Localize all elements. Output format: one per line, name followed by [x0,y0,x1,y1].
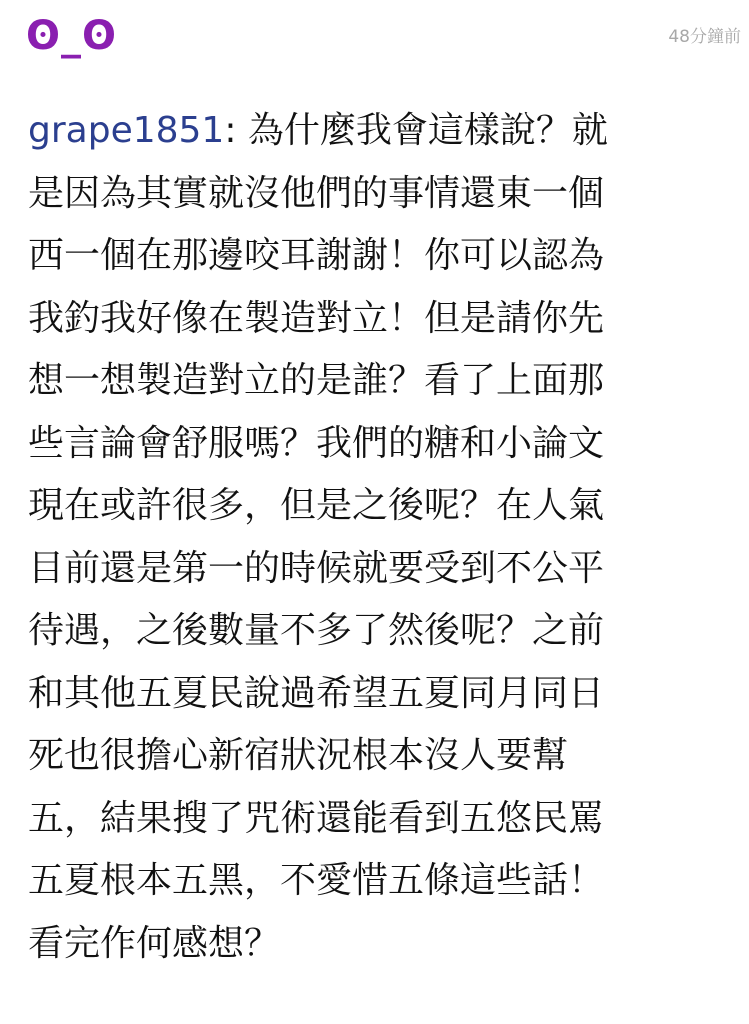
comment-timestamp: 48分鐘前 [668,27,741,47]
comment-line: 待遇，之後數量不多了然後呢？之前 [28,610,605,651]
comment-line [28,100,728,163]
comment-first-line-text: : 為什麼我會這樣說？就 [224,110,608,151]
comment-line: 目前還是第一的時候就要受到不公平 [28,547,605,589]
username-link[interactable]: grape1851 [28,110,225,151]
comment-line: 五夏根本五黑，不愛惜五條這些話！ [28,860,605,901]
comment-line: 和其他五夏民說過希望五夏同月同日 [28,672,605,714]
comment-line: 看完作何感想？ [28,922,281,964]
comment-body [28,100,728,975]
emoji-face-icon: ʘ_ʘ [26,13,118,59]
comment-line: 五，結果搜了咒術還能看到五悠民罵 [28,797,605,839]
comment-line: 西一個在那邊咬耳謝謝！你可以認為 [28,235,605,276]
comment-line: 我釣我好像在製造對立！但是請你先 [28,297,605,339]
comment-line: 死也很擔心新宿狀況根本沒人要幫 [28,735,569,776]
comment-line: 想一想製造對立的是誰？看了上面那 [28,360,605,401]
comment-line: 現在或許很多，但是之後呢？在人氣 [28,485,605,526]
comment-line: 是因為其實就沒他們的事情還東一個 [28,172,605,214]
comment-header [0,0,749,80]
comment-line: 些言論會舒服嗎？我們的糖和小論文 [28,422,605,464]
